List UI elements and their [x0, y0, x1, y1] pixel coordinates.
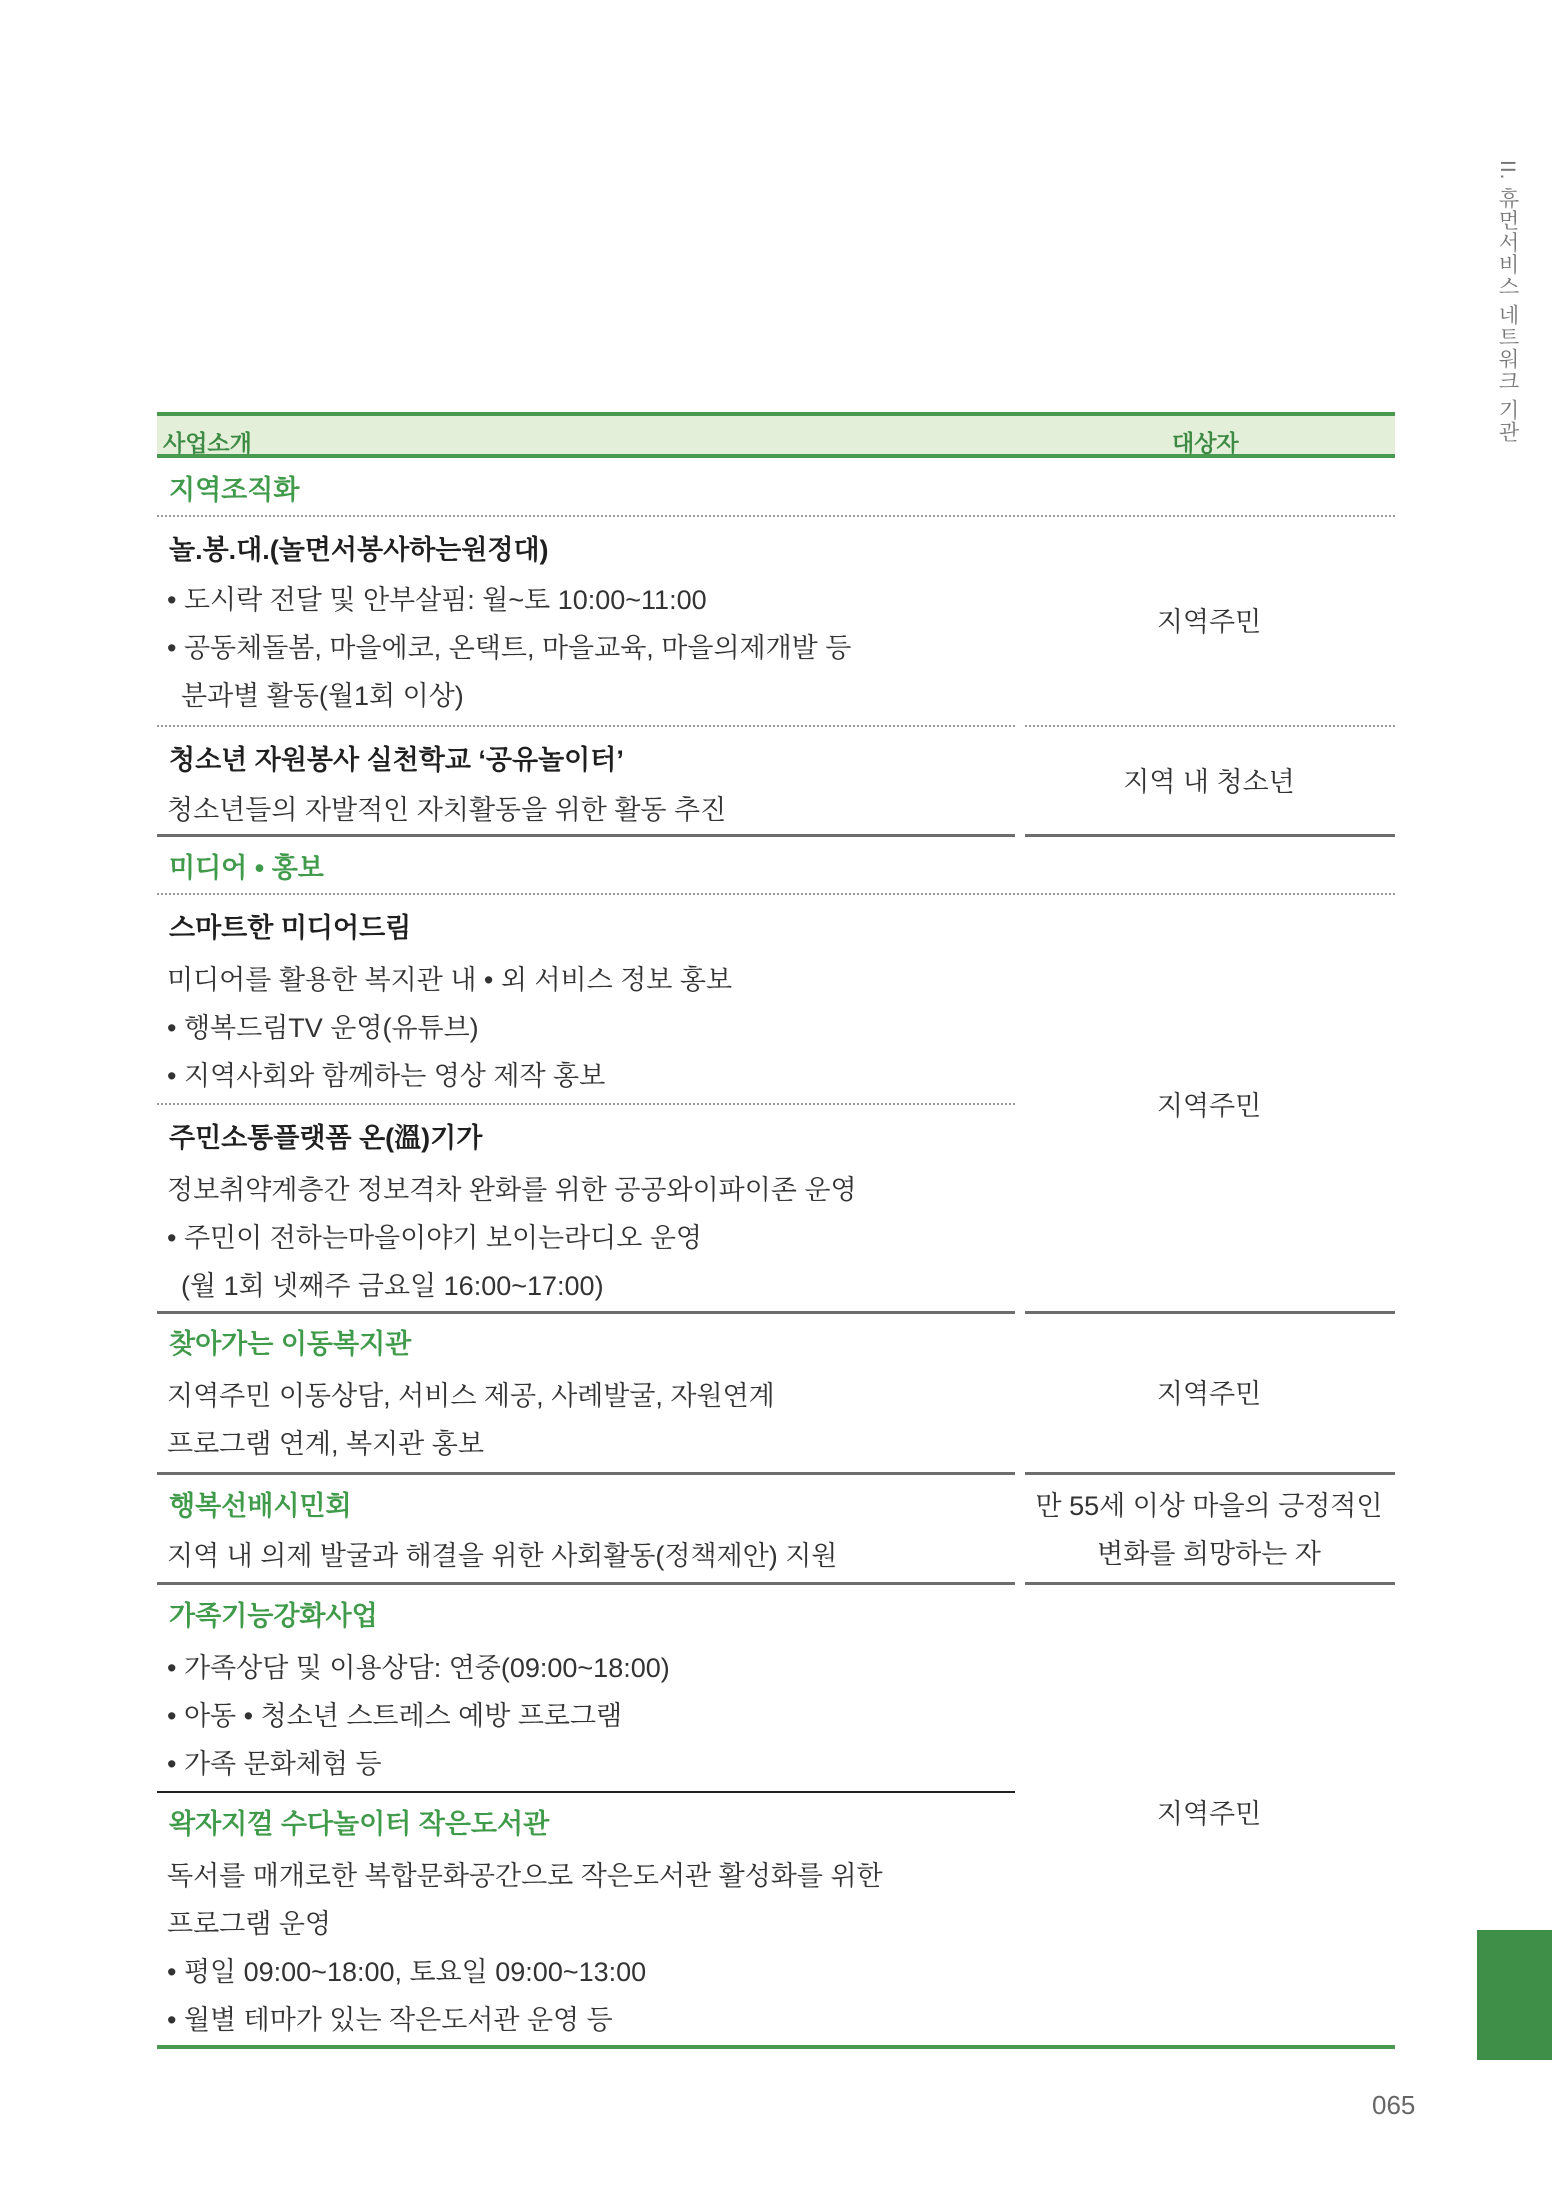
target-cell: 지역주민 — [1156, 607, 1262, 637]
program-line: 독서를 매개로한 복합문화공간으로 작은도서관 활성화를 위한 — [167, 1861, 883, 1891]
divider — [1025, 725, 1395, 727]
program-title-library: 왁자지껄 수다놀이터 작은도서관 — [169, 1809, 550, 1839]
divider — [157, 515, 1395, 517]
divider — [157, 725, 1015, 727]
target-cell: 지역주민 — [1156, 1799, 1262, 1829]
header-target: 대상자 — [1172, 430, 1239, 456]
category-community-organizing: 지역조직화 — [169, 475, 300, 505]
chapter-side-label: II. 휴먼서비스 네트워크 기관 — [1496, 160, 1519, 444]
chapter-tab-marker — [1477, 1930, 1552, 2060]
program-line: 프로그램 운영 — [167, 1909, 331, 1939]
category-family-support: 가족기능강화사업 — [169, 1601, 378, 1631]
header-intro: 사업소개 — [163, 430, 252, 456]
section-divider — [157, 1311, 1015, 1314]
program-table — [157, 412, 1395, 2035]
program-line: • 가족상담 및 이용상담: 연중(09:00~18:00) — [167, 1653, 670, 1683]
program-line: • 도시락 전달 및 안부살핌: 월~토 10:00~11:00 — [167, 585, 707, 615]
program-title: 주민소통플랫폼 온(溫)기가 — [169, 1123, 483, 1153]
target-cell: 지역주민 — [1156, 1091, 1262, 1121]
program-title: 청소년 자원봉사 실천학교 ‘공유놀이터’ — [169, 745, 624, 775]
section-divider — [157, 1472, 1015, 1475]
program-line: • 가족 문화체험 등 — [167, 1749, 382, 1779]
program-line: • 월별 테마가 있는 작은도서관 운영 등 — [167, 2005, 613, 2035]
target-cell: 만 55세 이상 마을의 긍정적인 — [1035, 1491, 1383, 1521]
target-cell: 지역 내 청소년 — [1123, 767, 1295, 797]
program-line: • 평일 09:00~18:00, 토요일 09:00~13:00 — [167, 1957, 647, 1987]
category-senior-citizens: 행복선배시민회 — [169, 1491, 352, 1521]
program-line: 분과별 활동(월1회 이상) — [181, 681, 464, 711]
divider — [157, 1103, 1015, 1105]
program-title: 스마트한 미디어드림 — [169, 913, 412, 943]
category-media: 미디어 • 홍보 — [169, 853, 324, 883]
program-title: 놀.봉.대.(놀면서봉사하는원정대) — [169, 535, 549, 565]
section-divider — [157, 1582, 1015, 1585]
table-header — [157, 412, 1395, 458]
program-line: 청소년들의 자발적인 자치활동을 위한 활동 추진 — [167, 795, 727, 825]
program-line: • 아동 • 청소년 스트레스 예방 프로그램 — [167, 1701, 623, 1731]
program-line: 미디어를 활용한 복지관 내 • 외 서비스 정보 홍보 — [167, 965, 733, 995]
program-line: • 공동체돌봄, 마을에코, 온택트, 마을교육, 마을의제개발 등 — [167, 633, 852, 663]
section-divider — [1025, 834, 1395, 837]
section-divider — [157, 834, 1015, 837]
program-line: 정보취약계층간 정보격차 완화를 위한 공공와이파이존 운영 — [167, 1175, 857, 1205]
category-mobile-welfare: 찾아가는 이동복지관 — [169, 1329, 412, 1359]
program-line: • 행복드림TV 운영(유튜브) — [167, 1013, 479, 1043]
section-divider — [1025, 1582, 1395, 1585]
section-divider — [1025, 1472, 1395, 1475]
program-line: (월 1회 넷째주 금요일 16:00~17:00) — [181, 1271, 604, 1301]
program-line: • 지역사회와 함께하는 영상 제작 홍보 — [167, 1061, 606, 1091]
program-line: • 주민이 전하는마을이야기 보이는라디오 운영 — [167, 1223, 703, 1253]
program-line: 지역 내 의제 발굴과 해결을 위한 사회활동(정책제안) 지원 — [167, 1541, 838, 1571]
section-divider — [1025, 1311, 1395, 1314]
divider — [157, 893, 1395, 895]
table-bottom-border — [157, 2045, 1395, 2049]
program-line: 프로그램 연계, 복지관 홍보 — [167, 1429, 484, 1459]
page-number: 065 — [1372, 2090, 1416, 2120]
divider — [157, 1791, 1015, 1793]
program-line: 지역주민 이동상담, 서비스 제공, 사례발굴, 자원연계 — [167, 1381, 775, 1411]
target-cell: 변화를 희망하는 자 — [1097, 1539, 1321, 1569]
target-cell: 지역주민 — [1156, 1379, 1262, 1409]
